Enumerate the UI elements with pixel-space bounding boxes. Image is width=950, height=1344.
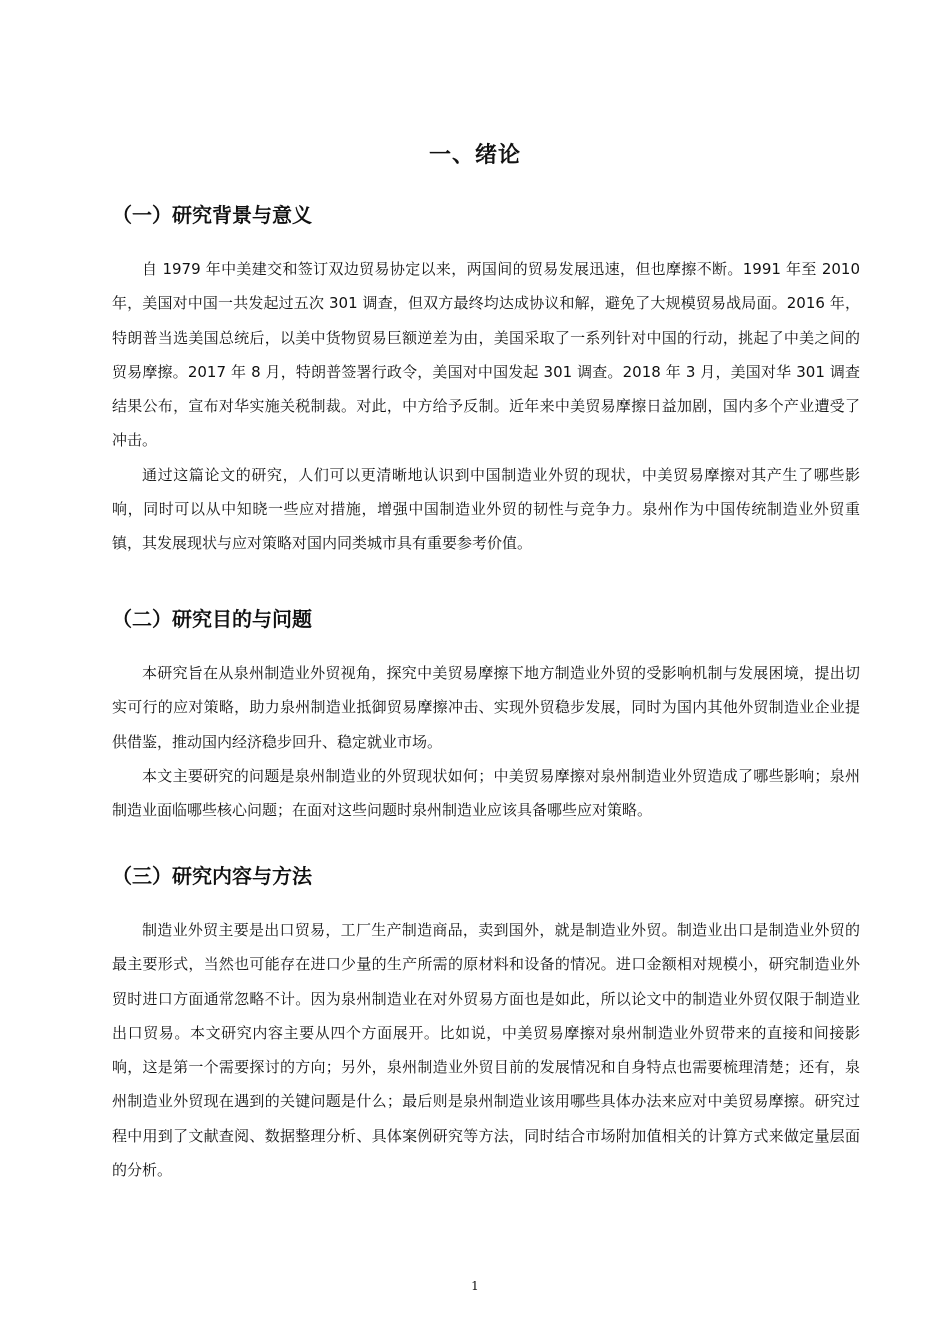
paragraph: 本研究旨在从泉州制造业外贸视角，探究中美贸易摩擦下地方制造业外贸的受影响机制与发展困境，提出切实可行的应对策略，助力泉州制造业抵御贸易摩擦冲击、实现外贸稳步发展，同时为国内其他外贸制造业企业提供借鉴，推动国内经济稳步回升、稳定就业市场。 bbox=[112, 664, 860, 751]
paragraph: 自 1979 年中美建交和签订双边贸易协定以来，两国间的贸易发展迅速，但也摩擦不断。1991 年至 2010 年，美国对中国一共发起过五次 301 调查，但双方最终均达成协议和解，避免了大规模贸易战局面。2016 年，特朗普当选美国总统后，以美中货物贸易巨额逆差为由，美国采取了一系列针对中国的行动，挑起了中美之间的贸易摩擦。2017 年 8 月，特朗普签署行政令，美国对中国发起 301 调查。2018 年 3 月，美国对华 301 调查结果公布，宣布对华实施关税制裁。对此，中方给予反制。近年来中美贸易摩擦日益加剧，国内多个产业遭受了冲击。 bbox=[112, 260, 860, 450]
chapter-title: 一、绪论 bbox=[428, 143, 521, 168]
section-research-content bbox=[112, 861, 860, 1187]
paragraph: 本文主要研究的问题是泉州制造业的外贸现状如何；中美贸易摩擦对泉州制造业外贸造成了哪些影响；泉州制造业面临哪些核心问题；在面对这些问题时泉州制造业应该具备哪些应对策略。 bbox=[112, 766, 860, 820]
section-research-purpose bbox=[112, 604, 860, 827]
section-heading: （三）研究内容与方法 bbox=[112, 864, 312, 888]
paragraph: 制造业外贸主要是出口贸易，工厂生产制造商品，卖到国外，就是制造业外贸。制造业出口是制造业外贸的最主要形式，当然也可能存在进口少量的生产所需的原材料和设备的情况。进口金额相对规模小，研究制造业外贸时进口方面通常忽略不计。因为泉州制造业在对外贸易方面也是如此，所以论文中的制造业外贸仅限于制造业出口贸易。本文研究内容主要从四个方面展开。比如说，中美贸易摩擦对泉州制造业外贸带来的直接和间接影响，这是第一个需要探讨的方向；另外，泉州制造业外贸目前的发展情况和自身特点也需要梳理清楚；还有，泉州制造业外贸现在遇到的关键问题是什么；最后则是泉州制造业该用哪些具体办法来应对中美贸易摩擦。研究过程中用到了文献查阅、数据整理分析、具体案例研究等方法，同时结合市场附加值相关的计算方式来做定量层面的分析。 bbox=[112, 921, 860, 1180]
section-heading: （二）研究目的与问题 bbox=[112, 607, 312, 631]
paragraph: 通过这篇论文的研究，人们可以更清晰地认识到中国制造业外贸的现状，中美贸易摩擦对其产生了哪些影响，同时可以从中知晓一些应对措施，增强中国制造业外贸的韧性与竞争力。泉州作为中国传统制造业外贸重镇，其发展现状与应对策略对国内同类城市具有重要参考价值。 bbox=[112, 465, 860, 553]
section-research-background bbox=[112, 200, 860, 561]
section-heading: （一）研究背景与意义 bbox=[112, 203, 312, 227]
page-number: 1 bbox=[471, 1279, 479, 1293]
